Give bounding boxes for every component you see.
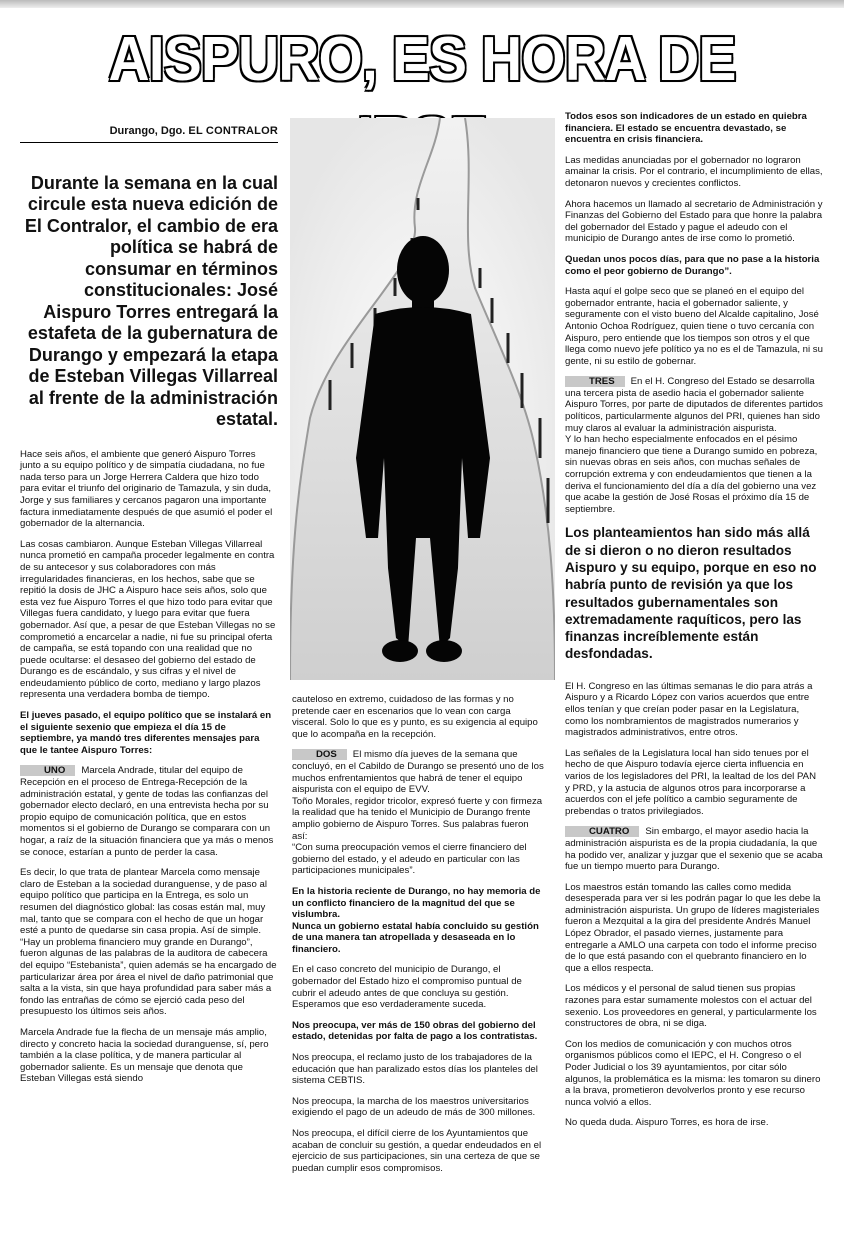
paragraph-text: El mismo día jueves de la semana que concluyó, en el Cabildo de Durango se presentó uno de los muchos enfrentamientos que habrá de tener el equipo aispurista con el equipo de EVV.	[292, 749, 544, 796]
dateline	[20, 126, 278, 143]
paragraph-bold: El jueves pasado, el equipo político que se instalará en el siguiente sexenio que empieza el día 15 de septiembre, ya mandó tres diferentes mensajes para que le tantee Aispuro Torres:	[20, 710, 272, 756]
paragraph: cauteloso en extremo, cuidadoso de las formas y no pretende caer en escenarios que lo vean con carga visceral. Solo lo que es y punto, es su exigencia al equipo que lo acompaña en la recepción.	[292, 694, 538, 740]
paragraph-bold: Nos preocupa, ver más de 150 obras del gobierno del estado, detenidas por falta de pago a los contratistas.	[292, 1019, 538, 1043]
paragraph: Hasta aquí el golpe seco que se planeó en el equipo del gobernador entrante, hacia el gobernador saliente, y seguramente con el visto bueno del Alcalde capitalino, José Antonio Ochoa Rodríguez, quien tiene o tuvo cercanía con Aispuro, pero entiende que los tiempos son otros y el que llega como nuevo jefe político ya no es el de Tamazula, ni su gente, ni su estilo de gobernar.	[565, 286, 823, 367]
column-center	[292, 694, 544, 1183]
paragraph-bold: Quedan unos pocos días, para que no pase a la historia como el peor gobierno de Durango”.	[565, 253, 820, 277]
section-tag-cuatro: CUATRO	[565, 826, 639, 837]
paragraph-text: En el H. Congreso del Estado se desarrolla una tercera pista de asedio hacia el gobernador saliente Aispuro Torres, por parte de diputados de diferentes partidos políticos, particularmente algunos del PRI, quienes han sido muy claros al evaluar la administración aispurista.	[565, 376, 823, 434]
section-tag-tres: TRES	[565, 376, 625, 387]
headline: AISPURO, ES HORA DE	[108, 25, 736, 94]
lead-paragraph: Durante la semana en la cual circule esta nueva edición de El Contralor, el cambio de era política se habrá de consumar en términos constitucionales: José Aispuro Torres entregará la estafeta de la gubernatura de Durango y empezará la etapa de Esteban Villegas Villarreal al frente de la administración estatal.	[24, 172, 278, 430]
paragraph: Con los medios de comunicación y con muchos otros organismos públicos como el IEPC, el H. Congreso o el Poder Judicial o los 39 ayuntamientos, por citar sólo algunos, la problemática es la misma: les tomaron su dinero a la brava, prometieron devolverlos pronto y ese recurso nunca volvió a ellos.	[565, 1038, 821, 1108]
section-tag-uno: UNO	[20, 765, 75, 776]
paragraph-uno	[20, 765, 278, 858]
paragraph: El H. Congreso en las últimas semanas le dio para atrás a Aispuro y a Ricardo López con varios acuerdos que entre ellos tenían y que creían poder pasar en la Legislatura, como los nombramientos de magistrados numerarios y magistrados administrativos, entre otros.	[565, 680, 813, 739]
paragraph: Los médicos y el personal de salud tienen sus propias razones para estar sumamente molestos con el actuar del sexenio. Los proveedores en general, y particularmente los constructores de obra, ni se diga.	[565, 983, 817, 1030]
paragraph: Las señales de la Legislatura local han sido tenues por el hecho de que Aispuro todavía ejerce cierta influencia en varios de los legisladores del PRI, la lealtad de los del PAN y PRD, y la astucia de algunos otros para incorporarse a acuerdos con el jefe político a cambio seguramente de prebendas o tratos privilegiados.	[565, 747, 816, 817]
paragraph: Nos preocupa, la marcha de los maestros universitarios exigiendo el pago de un adeudo de más de 300 millones.	[292, 1095, 536, 1119]
paragraph: Las cosas cambiaron. Aunque Esteban Villegas Villarreal nunca prometió en campaña proceder legalmente en contra de su antecesor y sus colaboradores con más irregularidades financieras, en los hechos, sabe que se repitió la dosis de JHC a Aispuro hace seis años, solo que esta vez fue Aispuro Torres el que hizo todo para evitar que Villegas fuera candidato, y luego para evitar que fuera gobernador. Así que, a pesar de que Esteban Villegas no se comprometió a encarcelar a nadie, ni fue su principal oferta de campaña, se está topando con una realidad que no puede ocultarse: el desaseo del gobierno del estado de Durango es de escándalo, y sus cifras y el nivel de endeudamiento público de corto, mediano y largo plazos representa una verdadera bomba de tiempo.	[20, 538, 276, 701]
paragraph: Los maestros están tomando las calles como medida desesperada para ver si les podrán pagar lo que les debe la administración aispurista. Un grupo de líderes magisteriales fueron a Mezquital a la gira del presidente Andrés Manuel López Obrador, el pasado viernes, justamente para entregarle a AMLO una carpeta con todo el informe preciso de lo que está pasando con el quebranto financiero en lo que a ellos respecta.	[565, 881, 821, 974]
paragraph-text: Sin embargo, el mayor asedio hacia la administración aispurista es de la propia ciudadanía, la que ha podido ver, analizar y juzgar que el sexenio que se acaba fue un tiempo muerto para Durango.	[565, 826, 823, 873]
paragraph-bold: Todos esos son indicadores de un estado en quiebra financiera. El estado se encuentra devastado, se encuentra en crisis financiera.	[565, 111, 807, 146]
silhouette-road-illustration	[290, 118, 555, 680]
paragraph: Marcela Andrade fue la flecha de un mensaje más amplio, directo y concreto hacia la sociedad duranguense, sí, pero también a la clase política, y de manera particular al gobernador saliente. Es un mensaje que denota que Esteban Villegas está siendo	[20, 1026, 269, 1085]
paragraph: No queda duda. Aispuro Torres, es hora de irse.	[565, 1117, 769, 1129]
section-tag-dos: DOS	[292, 749, 347, 760]
column-right	[565, 111, 823, 1138]
column-left	[20, 126, 278, 1094]
paragraph-bold: Nunca un gobierno estatal había concluido su gestión de una manera tan atropellada y desaseada en lo financiero.	[292, 920, 539, 955]
paragraph: Y lo han hecho especialmente enfocados en el pésimo manejo financiero que tiene a Durango sumido en pobreza, sin nuevas obras en seis años, con muchas señales de corrupción extrema y con endeudamientos que tienen a la deriva el funcionamiento del día a día del gobierno una vez que acabe la gestión de José Rosas el próximo día 15 de septiembre.	[565, 434, 818, 515]
paragraph-tres	[565, 376, 823, 434]
paragraph: “Hay un problema financiero muy grande en Durango”, fueron algunas de las palabras de la auditora de cabecera del equipo “Estebanista”, quien además se ha encargado de particularizar área por área el nivel de daño patrimonial que salta a la vista, sin que haya profundidad para saber más a fondo las entrañas de cómo se ejerció cada peso del presupuesto los últimos seis años.	[20, 936, 277, 1018]
paragraph: En el caso concreto del municipio de Durango, el gobernador del Estado hizo el compromiso puntual de cubrir el adeudo antes de que concluya su gestión. Esperamos que eso verdaderamente suceda.	[292, 964, 522, 1011]
paragraph: Toño Morales, regidor tricolor, expresó fuerte y con firmeza la realidad que ha tenido el Municipio de Durango frente amplio gobierno de Aispuro Torres. Sus palabras fueron así:	[292, 795, 543, 842]
paragraph: “Con suma preocupación vemos el cierre financiero del gobierno del estado, y el adeudo en particular con las participaciones municipales”.	[292, 842, 527, 877]
pull-quote: Los planteamientos han sido más allá de si dieron o no dieron resultados Aispuro y su equipo, porque en eso no habría punto de revisión ya que los resultados gubernamentales son extremadamente raquíticos, pero las finanzas increíblemente están desfondadas.	[565, 525, 817, 662]
paragraph: Ahora hacemos un llamado al secretario de Administración y Finanzas del Gobierno del Estado para que honre la palabra del gobernador del Estado y pague el adeudo con el municipio de Durango antes de irse como lo prometió.	[565, 198, 823, 245]
paragraph: Nos preocupa, el reclamo justo de los trabajadores de la educación que han paralizado estos días los planteles del sistema CEBTIS.	[292, 1052, 538, 1087]
dateline-place: Durango, Dgo.	[109, 125, 186, 137]
paragraph: Es decir, lo que trata de plantear Marcela como mensaje claro de Esteban a la sociedad duranguense, y de paso al equipo político que participa en la Entrega, es solo un resumen del diagnóstico global: las cosas están mal, muy mal, tanto que se compara con el hecho de que un hogar esté a punto de quedarse sin casa propia. Así de simple.	[20, 867, 267, 937]
paragraph-bold: En la historia reciente de Durango, no hay memoria de un conflicto financiero de la magnitud del que se vislumbra.	[292, 885, 541, 921]
paragraph-cuatro	[565, 826, 823, 872]
top-border	[0, 0, 844, 8]
dateline-source: EL CONTRALOR	[188, 125, 278, 137]
paragraph: Las medidas anunciadas por el gobernador no lograron amainar la crisis. Por el contrario, el incumplimiento de ellas, detonaron nuevos y crecientes conflictos.	[565, 154, 823, 189]
paragraph: Nos preocupa, el difícil cierre de los Ayuntamientos que acaban de concluir su gestión, a quedar endeudados en el ejercicio de sus participaciones, sin una certeza de que se puedan cumplir esos compromisos.	[292, 1128, 542, 1174]
paragraph-text: Marcela Andrade, titular del equipo de Recepción en el proceso de Entrega-Recepción de la administración estatal, y gente de todas las confianzas del gobernador electo declaró, en una entrevista hecha por su propio equipo de comunicación política, que en estos momentos si el gobierno de Durango se comparara con un hogar, a raíz de la situación financiera que ya más o menos se conoce, estarían a punto de perder la casa.	[20, 765, 274, 858]
paragraph: Hace seis años, el ambiente que generó Aispuro Torres junto a su equipo político y de simpatía ciudadana, no fue nada terso para un Jorge Herrera Caldera que hizo todo para evitar el triunfo del originario de Tamazula, y sin duda, Jorge y sus familiares y cercanos pagaron una importante factura inmediatamente después de que asumió el poder el gobernador de la alternancia.	[20, 448, 273, 530]
paragraph-dos	[292, 749, 544, 795]
